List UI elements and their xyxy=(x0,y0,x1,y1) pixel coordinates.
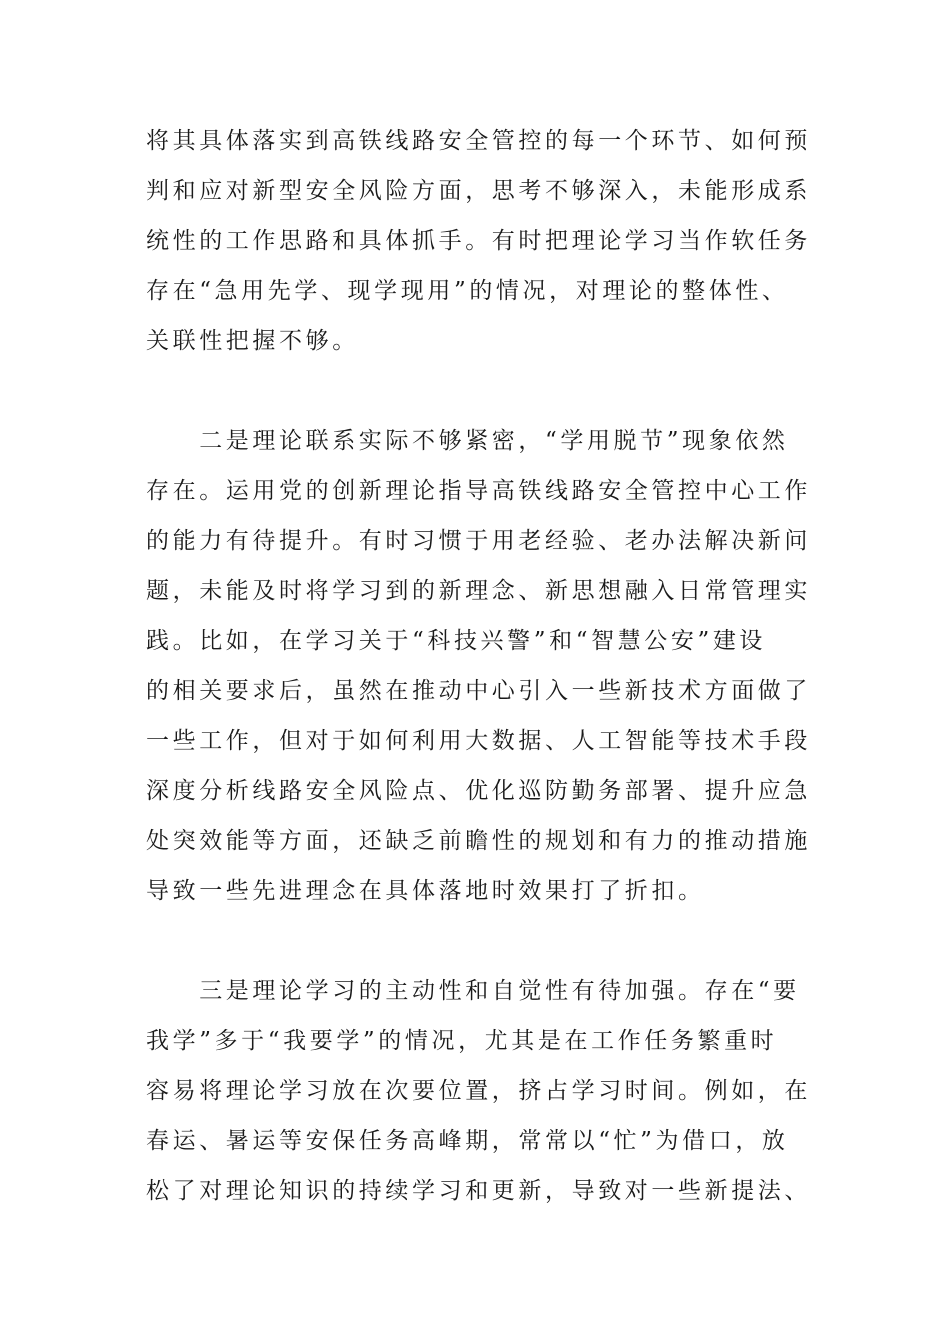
text-line: 深度分析线路安全风险点、优化巡防勤务部署、提升应急 xyxy=(146,778,811,804)
text-line: 判和应对新型安全风险方面，思考不够深入，未能形成系 xyxy=(146,178,811,204)
text-line: 践。比如，在学习关于“科技兴警”和“智慧公安”建设 xyxy=(146,628,767,654)
text-line: 三是理论学习的主动性和自觉性有待加强。存在“要 xyxy=(146,978,800,1004)
text-line: 二是理论联系实际不够紧密，“学用脱节”现象依然 xyxy=(146,428,789,454)
paragraph-2 xyxy=(146,416,811,916)
paragraph-3 xyxy=(146,966,811,1216)
text-line: 我学”多于“我要学”的情况，尤其是在工作任务繁重时 xyxy=(146,1028,778,1054)
text-line: 松了对理论知识的持续学习和更新，导致对一些新提法、 xyxy=(146,1178,811,1204)
text-line: 的相关要求后，虽然在推动中心引入一些新技术方面做了 xyxy=(146,678,811,704)
text-line: 导致一些先进理念在具体落地时效果打了折扣。 xyxy=(146,878,705,904)
text-line: 存在“急用先学、现学现用”的情况，对理论的整体性、 xyxy=(146,278,789,304)
text-line: 题，未能及时将学习到的新理念、新思想融入日常管理实 xyxy=(146,578,811,604)
text-line: 统性的工作思路和具体抓手。有时把理论学习当作软任务 xyxy=(146,228,811,254)
text-line: 将其具体落实到高铁线路安全管控的每一个环节、如何预 xyxy=(146,128,811,154)
text-line: 关联性把握不够。 xyxy=(146,328,359,354)
text-line: 的能力有待提升。有时习惯于用老经验、老办法解决新问 xyxy=(146,528,811,554)
text-line: 一些工作，但对于如何利用大数据、人工智能等技术手段 xyxy=(146,728,811,754)
text-line: 处突效能等方面，还缺乏前瞻性的规划和有力的推动措施 xyxy=(146,828,811,854)
text-line: 春运、暑运等安保任务高峰期，常常以“忙”为借口，放 xyxy=(146,1128,789,1154)
text-line: 存在。运用党的创新理论指导高铁线路安全管控中心工作 xyxy=(146,478,811,504)
text-line: 容易将理论学习放在次要位置，挤占学习时间。例如，在 xyxy=(146,1078,811,1104)
paragraph-1 xyxy=(146,116,811,366)
